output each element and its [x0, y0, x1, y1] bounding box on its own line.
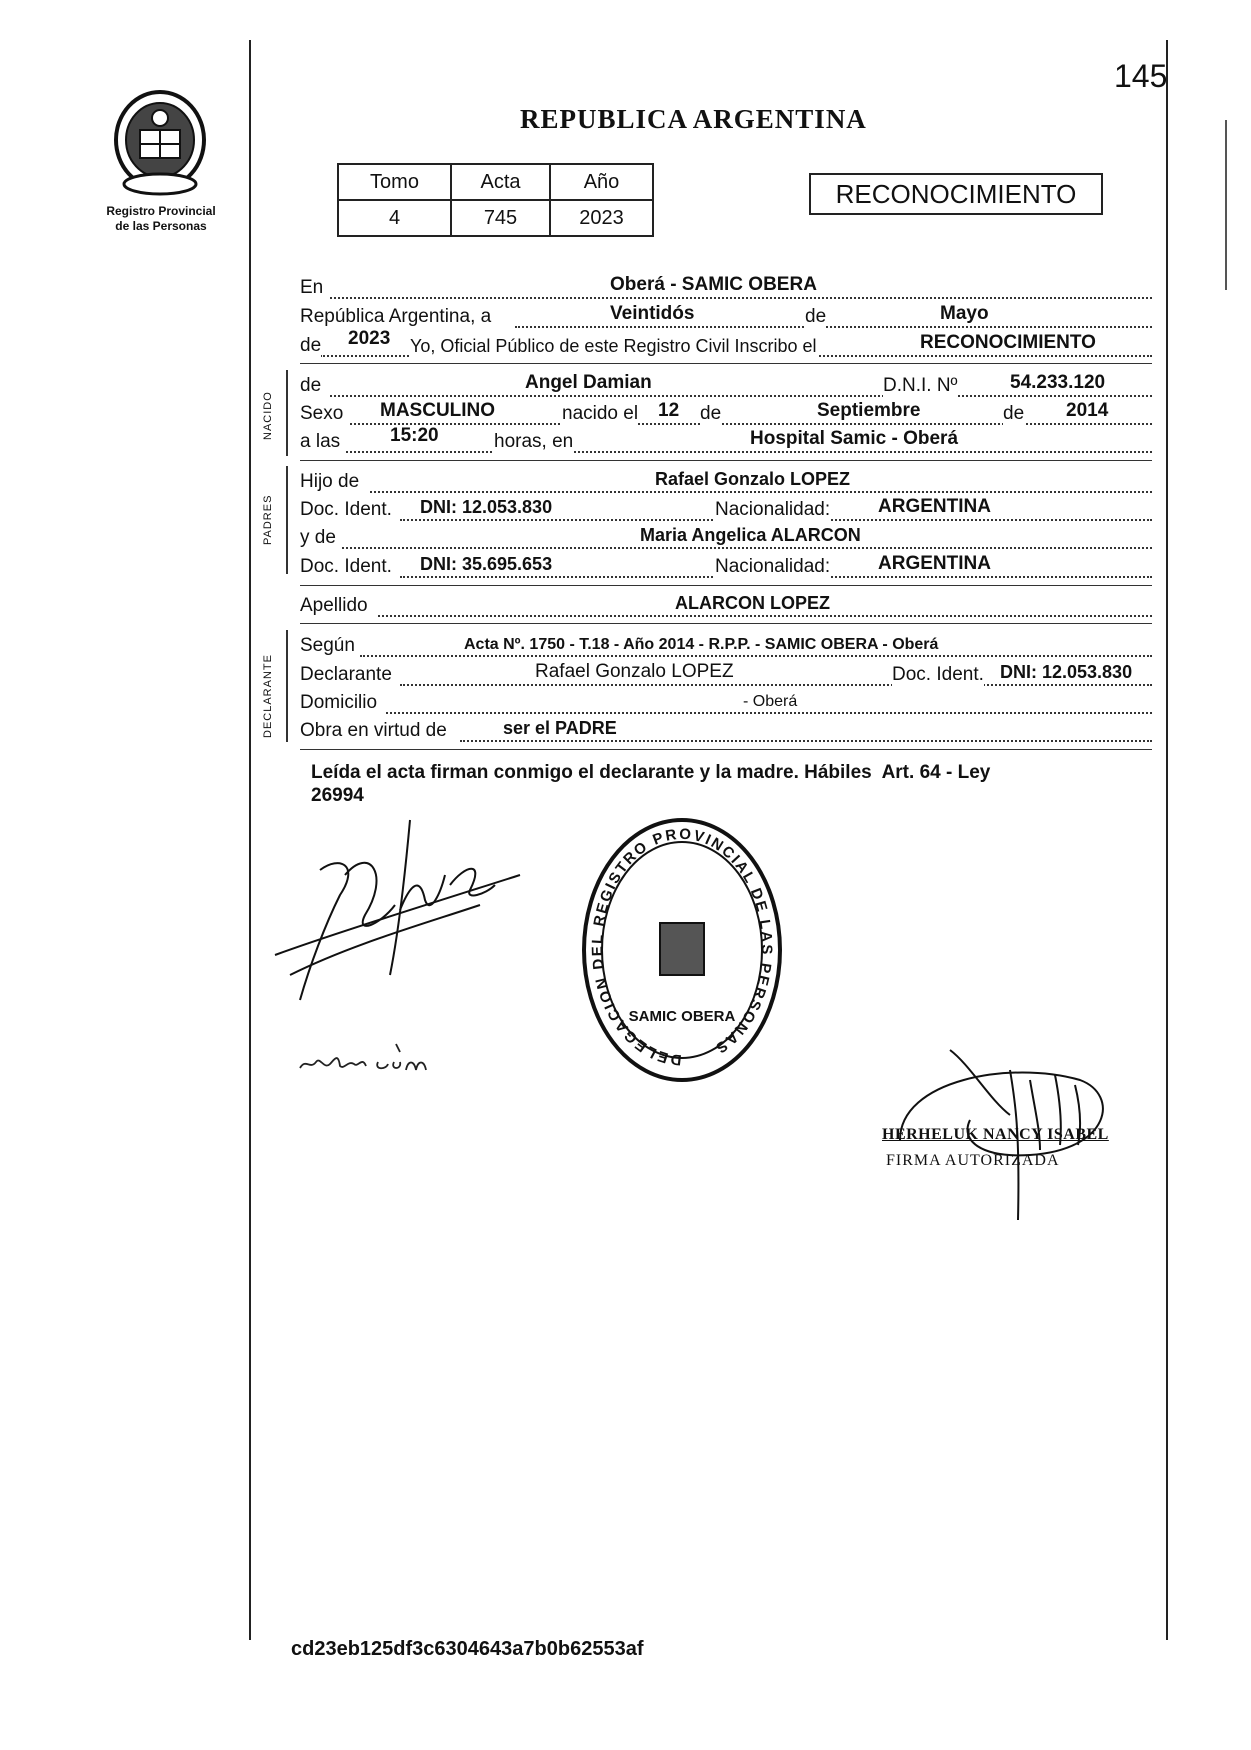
mother-doc: DNI: 35.695.653 — [420, 554, 553, 574]
value-anio: 2023 — [550, 200, 653, 236]
docident-label: Doc. Ident. — [300, 499, 392, 520]
row-obra — [300, 715, 1152, 744]
row-nacido-nombre — [300, 370, 1152, 399]
header-anio: Año — [550, 164, 653, 200]
right-margin-line — [1166, 40, 1168, 1640]
yde-label: y de — [300, 527, 336, 548]
domicilio-value: - Oberá — [743, 693, 798, 710]
page-number: 145 — [1114, 58, 1168, 94]
row-madre — [300, 522, 1152, 551]
registry-logo — [106, 88, 214, 198]
value-tomo: 4 — [338, 200, 451, 236]
horas-label: horas, en — [494, 431, 574, 452]
birth-month: Septiembre — [817, 400, 921, 421]
row-declarante — [300, 659, 1152, 688]
domicilio-label: Domicilio — [300, 692, 378, 713]
row-padre — [300, 466, 1152, 495]
hash-code: cd23eb125df3c6304643a7b0b62553af — [291, 1638, 644, 1660]
year-value: 2023 — [348, 328, 391, 349]
row-padre-doc — [300, 494, 1152, 523]
row-segun — [300, 630, 1152, 659]
de4-label: de — [1003, 403, 1025, 424]
father-nat: ARGENTINA — [878, 496, 991, 517]
stamp-bottom-text: SAMIC OBERA — [628, 1008, 736, 1025]
row-madre-doc — [300, 551, 1152, 580]
segun-label: Según — [300, 635, 355, 656]
docident2-label: Doc. Ident. — [300, 556, 392, 577]
side-label-padres: PADRES — [262, 494, 274, 545]
signature-scribble-icon — [270, 815, 530, 1015]
inscribo-label: Yo, Oficial Público de este Registro Civil Inscribo el — [410, 336, 817, 356]
day-value: Veintidós — [610, 303, 695, 324]
side-label-nacido: NACIDO — [262, 391, 274, 440]
en-value: Oberá - SAMIC OBERA — [610, 274, 817, 295]
page-title: REPUBLICA ARGENTINA — [520, 104, 867, 134]
official-name: HERHELUK NANCY ISABEL — [882, 1126, 1109, 1143]
hijo-label: Hijo de — [300, 471, 360, 492]
nacionalidad-label: Nacionalidad: — [715, 499, 831, 520]
side-label-declarante: DECLARANTE — [262, 654, 274, 738]
declarant-signature — [270, 815, 530, 1015]
left-margin-line — [249, 40, 251, 1640]
child-de-label: de — [300, 375, 322, 396]
mother-name: Maria Angelica ALARCON — [640, 525, 861, 545]
nacido-label: nacido el — [562, 403, 639, 424]
child-name: Angel Damian — [525, 372, 652, 393]
closing-text-line1: Leída el acta firman conmigo el declarante y la madre. Hábiles Art. 64 - Ley — [311, 762, 991, 783]
nacionalidad2-label: Nacionalidad: — [715, 556, 831, 577]
father-doc: DNI: 12.053.830 — [420, 497, 553, 517]
de-label: de — [805, 306, 827, 327]
segun-value: Acta Nº. 1750 - T.18 - Año 2014 - R.P.P. - SAMIC OBERA - Oberá — [464, 636, 939, 653]
misiones-seal-icon — [106, 88, 214, 198]
month-value: Mayo — [940, 303, 989, 324]
record-table — [337, 163, 654, 237]
birth-day: 12 — [658, 400, 680, 421]
stamp-ring-text: DELEGACION DEL REGISTRO PROVINCIAL DE LAS PERSONAS — [588, 825, 776, 1069]
father-name: Rafael Gonzalo LOPEZ — [655, 469, 851, 489]
closing-text-line2: 26994 — [311, 785, 364, 806]
birth-place: Hospital Samic - Oberá — [750, 428, 959, 449]
official-stamp — [580, 815, 785, 1085]
obra-label: Obra en virtud de — [300, 720, 447, 741]
edge-mark — [1225, 120, 1227, 290]
header-acta: Acta — [451, 164, 550, 200]
apellido-value: ALARCON LOPEZ — [675, 593, 830, 613]
handwriting-icon — [296, 1040, 446, 1080]
mother-nat: ARGENTINA — [878, 553, 991, 574]
declarante-doc: DNI: 12.053.830 — [1000, 662, 1133, 682]
row-fecha — [300, 301, 1152, 330]
republica-label: República Argentina, a — [300, 306, 492, 327]
obra-value: ser el PADRE — [503, 718, 617, 738]
act-type-box: RECONOCIMIENTO — [809, 173, 1103, 215]
de3-label: de — [700, 403, 722, 424]
alas-label: a las — [300, 431, 341, 452]
official-title: FIRMA AUTORIZADA — [886, 1152, 1060, 1169]
act-value: RECONOCIMIENTO — [920, 332, 1096, 353]
handwritten-note — [296, 1040, 446, 1080]
row-sexo — [300, 398, 1152, 427]
sexo-value: MASCULINO — [380, 400, 496, 421]
registry-label-line2: de las Personas — [115, 219, 207, 233]
row-en — [300, 272, 1152, 301]
table-row — [338, 200, 653, 236]
dni-label: D.N.I. Nº — [883, 375, 958, 396]
child-dni: 54.233.120 — [1010, 372, 1106, 393]
declarante-label: Declarante — [300, 664, 392, 685]
en-label: En — [300, 277, 324, 298]
row-hora — [300, 426, 1152, 455]
row-domicilio — [300, 687, 1152, 716]
docident3-label: Doc. Ident. — [892, 664, 984, 685]
value-acta: 745 — [451, 200, 550, 236]
declarante-value: Rafael Gonzalo LOPEZ — [535, 661, 734, 682]
row-apellido — [300, 590, 1152, 619]
header-tomo: Tomo — [338, 164, 451, 200]
table-header-row — [338, 164, 653, 200]
sexo-label: Sexo — [300, 403, 344, 424]
de2-label: de — [300, 335, 322, 356]
registry-stamp-icon — [580, 815, 785, 1085]
registry-label-line1: Registro Provincial — [106, 204, 216, 218]
row-inscribo — [300, 330, 1152, 359]
birth-year: 2014 — [1066, 400, 1109, 421]
apellido-label: Apellido — [300, 595, 368, 616]
birth-time: 15:20 — [390, 425, 439, 446]
